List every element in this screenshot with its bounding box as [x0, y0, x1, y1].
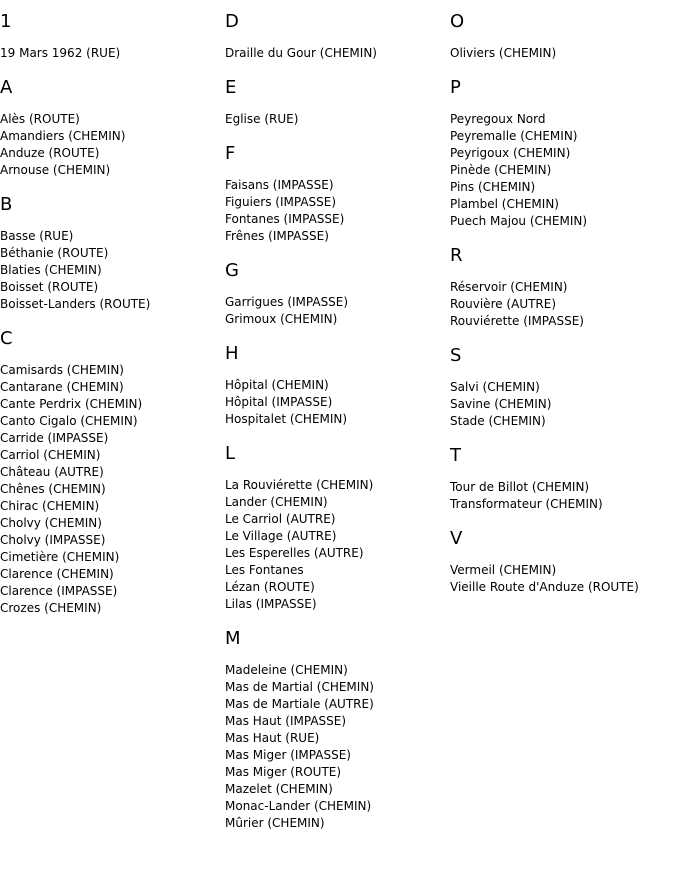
street-link[interactable]: Mas Haut (IMPASSE)	[225, 714, 347, 728]
letter-section	[225, 442, 445, 613]
section-letter-heading: R	[450, 245, 463, 266]
section-letter-heading: F	[225, 143, 236, 164]
street-link[interactable]: 19 Mars 1962 (RUE)	[0, 46, 121, 60]
letter-section	[225, 627, 445, 832]
street-link[interactable]: Eglise (RUE)	[225, 112, 299, 126]
street-link[interactable]: Béthanie (ROUTE)	[0, 246, 109, 260]
section-letter-heading: H	[225, 343, 239, 364]
street-link[interactable]: Peyrigoux (CHEMIN)	[450, 146, 571, 160]
street-list	[0, 45, 220, 62]
street-link[interactable]: Hôpital (IMPASSE)	[225, 395, 333, 409]
street-link[interactable]: Le Carriol (AUTRE)	[225, 512, 336, 526]
street-list	[225, 294, 445, 328]
street-link[interactable]: Boisset-Landers (ROUTE)	[0, 297, 151, 311]
street-link[interactable]: Pinède (CHEMIN)	[450, 163, 552, 177]
street-list	[225, 662, 445, 832]
street-list	[225, 477, 445, 613]
street-link[interactable]: Chirac (CHEMIN)	[0, 499, 100, 513]
street-list	[0, 111, 220, 179]
street-link[interactable]: Mas de Martial (CHEMIN)	[225, 680, 374, 694]
section-letter-heading: L	[225, 443, 236, 464]
section-letter-heading: P	[450, 77, 461, 98]
street-link[interactable]: Château (AUTRE)	[0, 465, 104, 479]
street-link[interactable]: Cante Perdrix (CHEMIN)	[0, 397, 143, 411]
street-link[interactable]: Clarence (CHEMIN)	[0, 567, 114, 581]
street-link[interactable]: Transformateur (CHEMIN)	[450, 497, 603, 511]
street-link[interactable]: Le Village (AUTRE)	[225, 529, 337, 543]
street-index-column-2	[225, 10, 445, 846]
section-letter-heading: C	[0, 328, 13, 349]
street-link[interactable]: La Rouviérette (CHEMIN)	[225, 478, 374, 492]
street-link[interactable]: Arnouse (CHEMIN)	[0, 163, 111, 177]
street-link[interactable]: Cantarane (CHEMIN)	[0, 380, 124, 394]
street-link[interactable]: Camisards (CHEMIN)	[0, 363, 124, 377]
street-link[interactable]: Carride (IMPASSE)	[0, 431, 109, 445]
street-link[interactable]: Boisset (ROUTE)	[0, 280, 99, 294]
street-link[interactable]: Garrigues (IMPASSE)	[225, 295, 349, 309]
street-link[interactable]: Cholvy (CHEMIN)	[0, 516, 102, 530]
street-link[interactable]: Tour de Billot (CHEMIN)	[450, 480, 590, 494]
street-link[interactable]: Monac-Lander (CHEMIN)	[225, 799, 372, 813]
street-link[interactable]: Fontanes (IMPASSE)	[225, 212, 345, 226]
section-letter-heading: D	[225, 11, 239, 32]
street-link[interactable]: Cimetière (CHEMIN)	[0, 550, 120, 564]
street-link[interactable]: Mûrier (CHEMIN)	[225, 816, 325, 830]
street-link[interactable]: Grimoux (CHEMIN)	[225, 312, 338, 326]
street-list	[450, 279, 670, 330]
street-list	[450, 111, 670, 230]
street-link[interactable]: Hôpital (CHEMIN)	[225, 378, 329, 392]
street-link[interactable]: Alès (ROUTE)	[0, 112, 80, 126]
section-letter-heading: O	[450, 11, 465, 32]
street-link[interactable]: Faisans (IMPASSE)	[225, 178, 334, 192]
street-link[interactable]: Blaties (CHEMIN)	[0, 263, 102, 277]
section-letter-heading: B	[0, 194, 13, 215]
street-link[interactable]: Peyremalle (CHEMIN)	[450, 129, 578, 143]
street-link[interactable]: Stade (CHEMIN)	[450, 414, 546, 428]
letter-section	[450, 444, 670, 513]
street-list	[225, 111, 445, 128]
street-link[interactable]: Rouvière (AUTRE)	[450, 297, 557, 311]
street-link[interactable]: Amandiers (CHEMIN)	[0, 129, 126, 143]
section-letter-heading: 1	[0, 11, 12, 32]
street-list	[0, 362, 220, 617]
letter-section	[225, 259, 445, 328]
street-link[interactable]: Basse (RUE)	[0, 229, 74, 243]
street-link[interactable]: Rouviérette (IMPASSE)	[450, 314, 584, 328]
street-index-column-3	[450, 10, 670, 610]
letter-section	[450, 527, 670, 596]
street-list	[450, 379, 670, 430]
street-link[interactable]: Réservoir (CHEMIN)	[450, 280, 568, 294]
street-link[interactable]: Lilas (IMPASSE)	[225, 597, 317, 611]
letter-section	[450, 76, 670, 230]
street-list	[225, 377, 445, 428]
street-link[interactable]: Frênes (IMPASSE)	[225, 229, 329, 243]
street-link[interactable]: Lander (CHEMIN)	[225, 495, 328, 509]
letter-section	[225, 342, 445, 428]
section-letter-heading: M	[225, 628, 241, 649]
section-letter-heading: E	[225, 77, 237, 98]
street-link[interactable]: Vermeil (CHEMIN)	[450, 563, 557, 577]
street-list	[0, 228, 220, 313]
street-index-column-1	[0, 10, 220, 631]
section-letter-heading: G	[225, 260, 239, 281]
section-letter-heading: V	[450, 528, 463, 549]
street-list	[450, 45, 670, 62]
street-list	[450, 562, 670, 596]
street-link[interactable]: Madeleine (CHEMIN)	[225, 663, 348, 677]
street-link[interactable]: Mas Haut (RUE)	[225, 731, 320, 745]
street-link[interactable]: Crozes (CHEMIN)	[0, 601, 102, 615]
street-list	[450, 479, 670, 513]
street-link[interactable]: Mas Miger (ROUTE)	[225, 765, 342, 779]
letter-section	[225, 76, 445, 128]
street-link[interactable]: Pins (CHEMIN)	[450, 180, 536, 194]
street-link[interactable]: Puech Majou (CHEMIN)	[450, 214, 588, 228]
street-link[interactable]: Chênes (CHEMIN)	[0, 482, 106, 496]
street-link[interactable]: Oliviers (CHEMIN)	[450, 46, 557, 60]
letter-section	[450, 244, 670, 330]
street-link[interactable]: Mazelet (CHEMIN)	[225, 782, 333, 796]
street-link[interactable]: Plambel (CHEMIN)	[450, 197, 559, 211]
letter-section	[225, 10, 445, 62]
street-link[interactable]: Mas de Martiale (AUTRE)	[225, 697, 374, 711]
street-link[interactable]: Carriol (CHEMIN)	[0, 448, 101, 462]
street-list	[225, 45, 445, 62]
street-link[interactable]: Savine (CHEMIN)	[450, 397, 552, 411]
letter-section	[0, 327, 220, 617]
street-link[interactable]: Figuiers (IMPASSE)	[225, 195, 337, 209]
letter-section	[0, 193, 220, 313]
section-letter-heading: S	[450, 345, 462, 366]
street-link[interactable]: Les Esperelles (AUTRE)	[225, 546, 364, 560]
street-link[interactable]: Cholvy (IMPASSE)	[0, 533, 106, 547]
street-link[interactable]: Clarence (IMPASSE)	[0, 584, 118, 598]
street-link[interactable]: Hospitalet (CHEMIN)	[225, 412, 348, 426]
street-link[interactable]: Salvi (CHEMIN)	[450, 380, 540, 394]
letter-section	[0, 76, 220, 179]
street-link[interactable]: Les Fontanes	[225, 563, 304, 577]
letter-section	[450, 344, 670, 430]
street-link[interactable]: Canto Cigalo (CHEMIN)	[0, 414, 138, 428]
section-letter-heading: T	[450, 445, 461, 466]
letter-section	[0, 10, 220, 62]
street-link[interactable]: Vieille Route d'Anduze (ROUTE)	[450, 580, 639, 594]
street-link[interactable]: Mas Miger (IMPASSE)	[225, 748, 351, 762]
street-link[interactable]: Lézan (ROUTE)	[225, 580, 315, 594]
letter-section	[450, 10, 670, 62]
street-list	[225, 177, 445, 245]
street-link[interactable]: Draille du Gour (CHEMIN)	[225, 46, 377, 60]
street-link[interactable]: Anduze (ROUTE)	[0, 146, 100, 160]
street-link[interactable]: Peyregoux Nord	[450, 112, 546, 126]
section-letter-heading: A	[0, 77, 13, 98]
letter-section	[225, 142, 445, 245]
